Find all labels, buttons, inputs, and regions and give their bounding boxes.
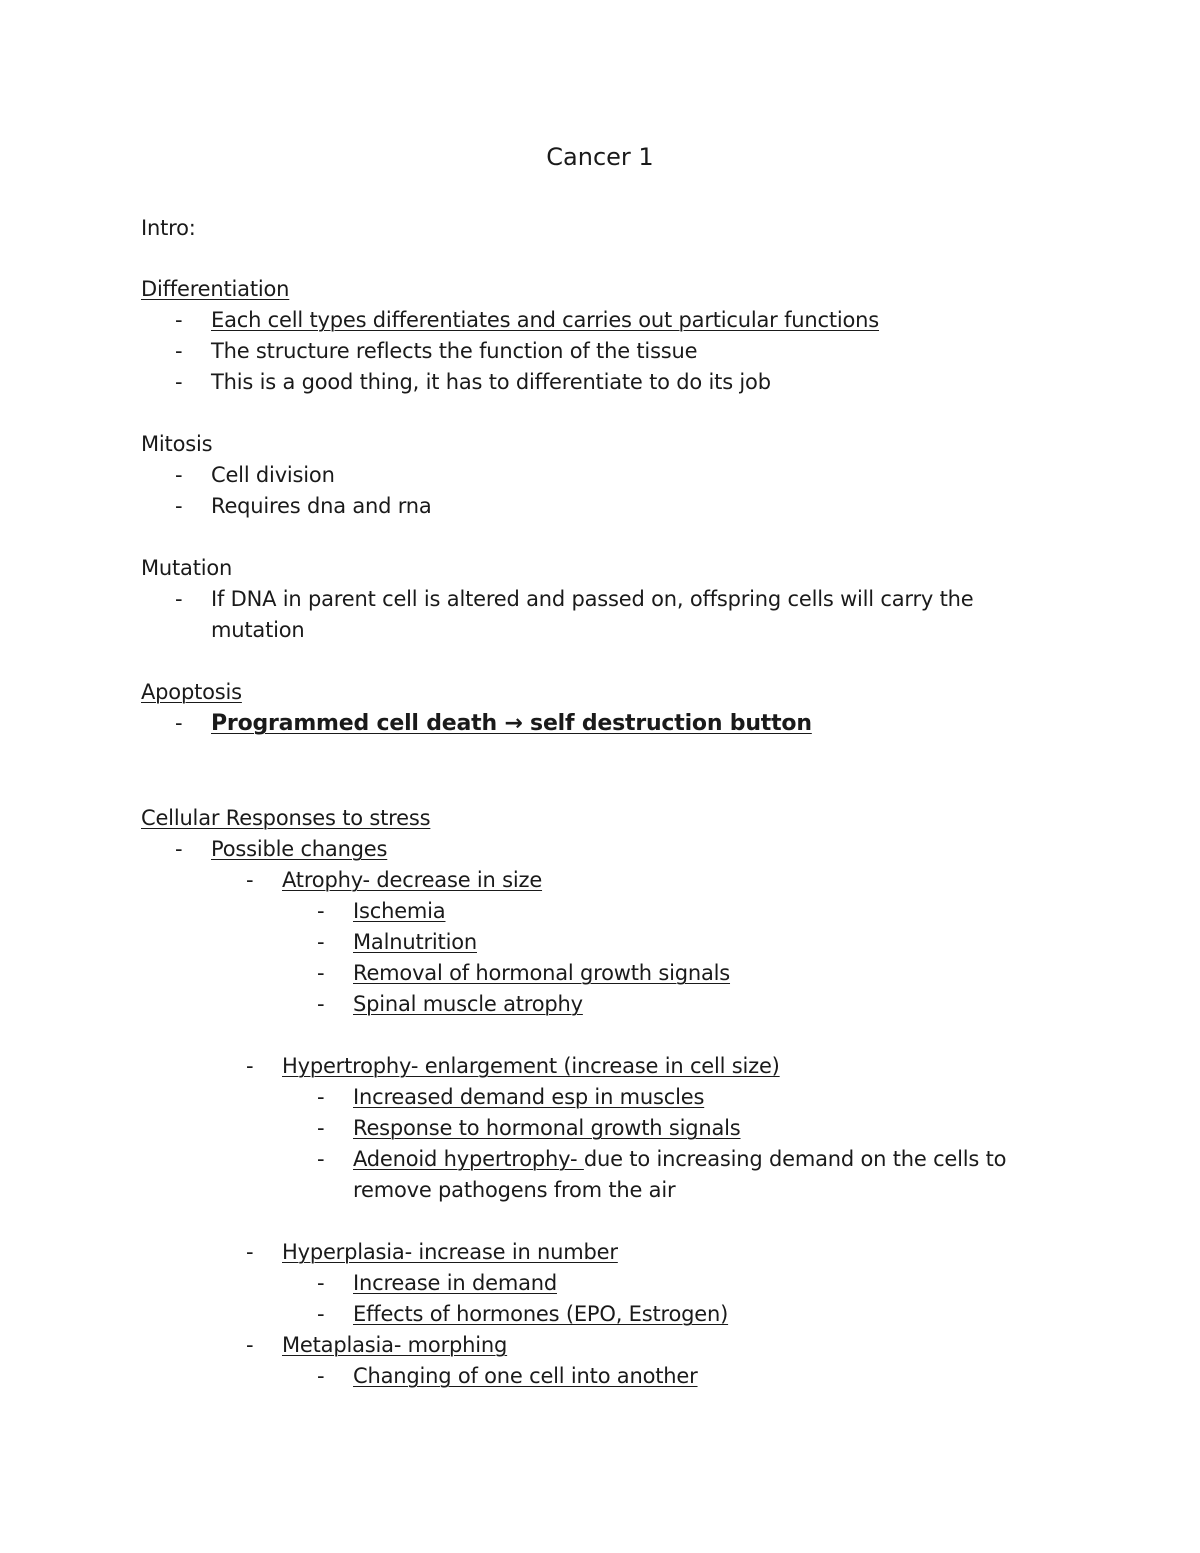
list-dash: -: [317, 930, 325, 954]
list-dash: -: [246, 1054, 254, 1078]
list-item: [353, 1144, 1006, 1175]
list-item: Each cell types differentiates and carries out particular functions: [211, 308, 880, 332]
list-item: Changing of one cell into another: [353, 1364, 698, 1388]
list-item-continuation: mutation: [211, 618, 305, 642]
list-item: If DNA in parent cell is altered and passed on, offspring cells will carry the: [211, 587, 974, 611]
list-item: Possible changes: [211, 837, 388, 861]
list-dash: -: [317, 1271, 325, 1295]
list-item: Metaplasia- morphing: [282, 1333, 508, 1357]
list-item: Malnutrition: [353, 930, 477, 954]
list-item-plain-part: due to increasing demand on the cells to: [583, 1147, 1007, 1171]
list-item: Response to hormonal growth signals: [353, 1116, 741, 1140]
list-item-bold: Programmed cell death → self destruction button: [211, 711, 812, 736]
section-heading-apoptosis: Apoptosis: [141, 680, 242, 704]
list-dash: -: [175, 711, 183, 735]
list-dash: -: [175, 463, 183, 487]
list-dash: -: [317, 899, 325, 923]
section-heading-differentiation: Differentiation: [141, 277, 290, 301]
list-dash: -: [175, 370, 183, 394]
list-dash: -: [175, 837, 183, 861]
list-dash: -: [317, 1116, 325, 1140]
list-dash: -: [175, 339, 183, 363]
list-dash: -: [246, 1240, 254, 1264]
list-dash: -: [175, 494, 183, 518]
list-dash: -: [317, 1085, 325, 1109]
list-item: Ischemia: [353, 899, 446, 923]
section-heading-stress: Cellular Responses to stress: [141, 806, 431, 830]
list-dash: -: [175, 587, 183, 611]
intro-label: Intro:: [141, 216, 196, 240]
list-dash: -: [317, 1147, 325, 1171]
list-dash: -: [317, 992, 325, 1016]
list-item: Effects of hormones (EPO, Estrogen): [353, 1302, 729, 1326]
list-item-underlined-part: Adenoid hypertrophy-: [353, 1147, 584, 1171]
list-dash: -: [246, 1333, 254, 1357]
list-item: This is a good thing, it has to differentiate to do its job: [211, 370, 771, 394]
list-item: Hypertrophy- enlargement (increase in cell size): [282, 1054, 780, 1078]
list-dash: -: [317, 1302, 325, 1326]
list-item: Cell division: [211, 463, 335, 487]
section-heading-mutation: Mutation: [141, 556, 233, 580]
list-item: Increase in demand: [353, 1271, 557, 1295]
list-item: Spinal muscle atrophy: [353, 992, 583, 1016]
list-item: Hyperplasia- increase in number: [282, 1240, 618, 1264]
section-heading-mitosis: Mitosis: [141, 432, 213, 456]
list-dash: -: [175, 308, 183, 332]
list-dash: -: [246, 868, 254, 892]
list-item-continuation: remove pathogens from the air: [353, 1178, 676, 1202]
page-title: Cancer 1: [546, 143, 654, 171]
list-dash: -: [317, 1364, 325, 1388]
list-item: Removal of hormonal growth signals: [353, 961, 731, 985]
list-item: Atrophy- decrease in size: [282, 868, 543, 892]
list-item: The structure reflects the function of the tissue: [211, 339, 698, 363]
list-item: Increased demand esp in muscles: [353, 1085, 705, 1109]
list-item: Requires dna and rna: [211, 494, 432, 518]
list-dash: -: [317, 961, 325, 985]
